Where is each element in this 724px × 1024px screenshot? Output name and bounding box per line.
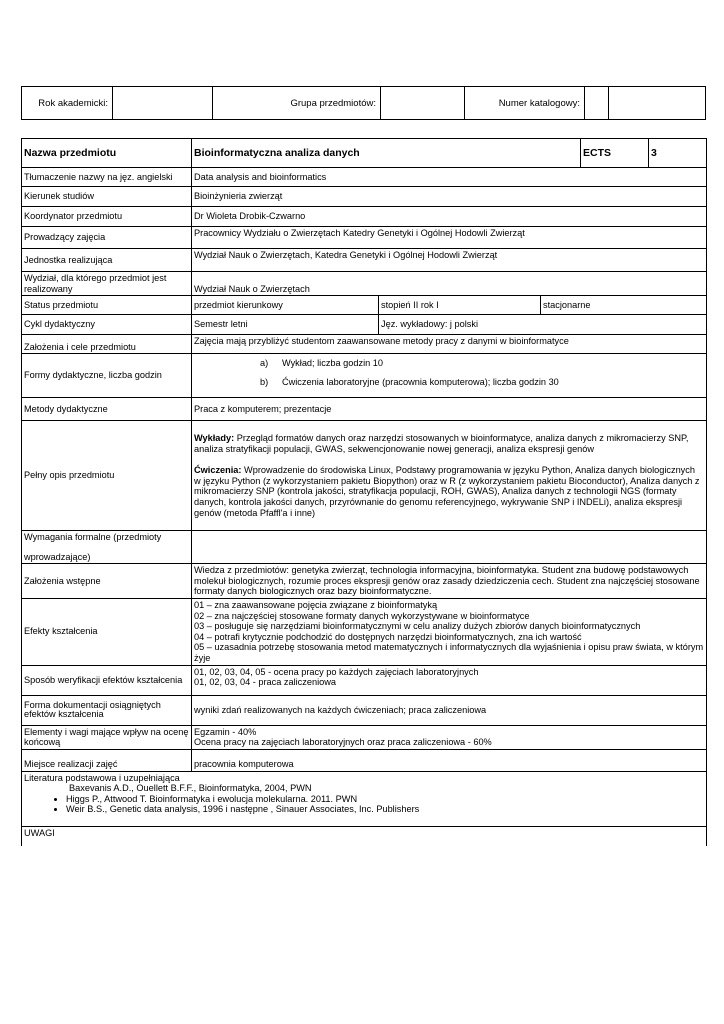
forms-item (260, 377, 704, 388)
ects-label: ECTS (581, 139, 649, 168)
documentation-value: wyniki zdań realizowanych na każdych ćwiczeniach; praca zaliczeniowa (192, 695, 707, 725)
english-name-label: Tłumaczenie nazwy na jęz. angielski (22, 168, 192, 187)
requirements-label-line: wprowadzające) (24, 551, 91, 562)
weights-line: Ocena pracy na zajęciach laboratoryjnych oraz praca zaliczeniowa - 60% (194, 737, 492, 748)
lectures-heading: Wykłady: (194, 433, 235, 444)
description-row (22, 421, 707, 531)
forms-row (22, 354, 707, 398)
literature-label: Literatura podstawowa i uzupełniająca (24, 772, 180, 783)
place-row (22, 749, 707, 771)
faculty-row (22, 272, 707, 296)
course-table (21, 138, 707, 846)
language-value: Jęz. wykładowy: j polski (379, 315, 707, 335)
forms-item-text: Wykład; liczba godzin 10 (282, 358, 384, 369)
forms-item (260, 358, 704, 369)
coordinator-row (22, 207, 707, 227)
outcome-item: 04 – potrafi krytycznie podchodzić do dostępnych narzędzi bioinformatycznych, zna ich wartość (194, 631, 582, 642)
lectures-paragraph (194, 433, 704, 454)
methods-label: Metody dydaktyczne (22, 398, 192, 421)
literature-row (22, 771, 707, 826)
academic-year-field[interactable] (113, 87, 213, 119)
literature-list (24, 794, 704, 815)
prerequisites-label: Założenia wstępne (22, 564, 192, 599)
exercises-heading: Ćwiczenia: (194, 465, 242, 476)
coordinator-label: Koordynator przedmiotu (22, 207, 192, 227)
remarks-row (22, 826, 707, 846)
mode-value: stacjonarne (541, 296, 707, 315)
methods-value: Praca z komputerem; prezentacje (192, 398, 707, 421)
remarks-label: UWAGI (22, 826, 707, 846)
weights-row (22, 725, 707, 749)
outcome-item: 02 – zna najczęściej stosowane formaty danych wykorzystywane w bioinformatyce (194, 610, 530, 621)
requirements-label-line: Wymagania formalne (przedmioty (24, 532, 162, 543)
prerequisites-row (22, 564, 707, 599)
catalog-number-field[interactable] (585, 87, 609, 119)
requirements-row (22, 531, 707, 564)
teachers-row (22, 227, 707, 249)
literature-item: Baxevanis A.D., Ouellett B.F.F., Bioinformatyka, 2004, PWN (69, 783, 312, 794)
goals-value: Zajęcia mają przybliżyć studentom zaawansowane metody pracy z danymi w bioinformatyce (192, 335, 707, 354)
forms-item-index: a) (260, 358, 269, 369)
literature-item: • Weir B.S., Genetic data analysis, 1996 i następne , Sinauer Associates, Inc. Publishers (66, 804, 704, 815)
goals-label: Założenia i cele przedmiotu (22, 335, 192, 354)
weights-value (192, 725, 707, 749)
verification-line: 01, 02, 03, 04, 05 - ocena pracy po każdych zajęciach laboratoryjnych (194, 666, 479, 677)
cycle-value: Semestr letni (192, 315, 379, 335)
verification-label: Sposób weryfikacji efektów kształcenia (22, 665, 192, 695)
subject-group-field[interactable] (381, 87, 465, 119)
degree-value: stopień II rok I (379, 296, 541, 315)
exercises-text: Wprowadzenie do środowiska Linux, Podstawy programowania w języku Python, Analiza danych biologicznych w języku Python (z wykorzystaniem pakietu Biopython) oraz w R (z wykorzystaniem pakietu Bioconductor), Analiza danych z mikromacierzy SNP (kontrola jakości, stratyfikacja populacji, ROH, GWAS), Analiza danych z technologii NGS (formaty danych, kontrola jakości danych, przyrównanie do genomu referencyjnego, wykrywanie SNP i INDELi), analiza ekspresji genów (metoda Pfaffl'a i inne) (194, 465, 700, 518)
verification-line: 01, 02, 03, 04 - praca zaliczeniowa (194, 677, 336, 688)
outcomes-row (22, 599, 707, 665)
place-label: Miejsce realizacji zajęć (22, 749, 192, 771)
academic-year-label: Rok akademicki: (22, 87, 113, 119)
documentation-row (22, 695, 707, 725)
forms-value (192, 354, 707, 398)
cycle-label: Cykl dydaktyczny (22, 315, 192, 335)
catalog-number-label: Numer katalogowy: (465, 87, 585, 119)
faculty-label: Wydział, dla którego przedmiot jest realizowany (22, 272, 192, 296)
documentation-label: Forma dokumentacji osiągniętych efektów kształcenia (22, 695, 192, 725)
weights-label: Elementy i wagi mające wpływ na ocenę końcową (22, 725, 192, 749)
description-label: Pełny opis przedmiotu (22, 421, 192, 531)
course-name-value: Bioinformatyczna analiza danych (192, 139, 581, 168)
field-row (22, 187, 707, 207)
course-name-label: Nazwa przedmiotu (22, 139, 192, 168)
forms-item-index: b) (260, 376, 269, 387)
verification-row (22, 665, 707, 695)
cycle-row (22, 315, 707, 335)
outcomes-label: Efekty kształcenia (22, 599, 192, 665)
status-row (22, 296, 707, 315)
requirements-label (22, 531, 192, 564)
subject-group-label: Grupa przedmiotów: (213, 87, 381, 119)
outcomes-value (192, 599, 707, 665)
verification-value (192, 665, 707, 695)
goals-row (22, 335, 707, 354)
outcome-item: 01 – zna zaawansowane pojęcia związane z bioinformatyką (194, 600, 438, 611)
unit-label: Jednostka realizująca (22, 249, 192, 272)
forms-label: Formy dydaktyczne, liczba godzin (22, 354, 192, 398)
place-value: pracownia komputerowa (192, 749, 707, 771)
coordinator-value: Dr Wioleta Drobik-Czwarno (192, 207, 707, 227)
catalog-number-extra (609, 87, 705, 119)
description-value (192, 421, 707, 531)
requirements-value (192, 531, 707, 564)
prerequisites-value: Wiedza z przedmiotów: genetyka zwierząt, technologia informacyjna, bioinformatyka. Student zna budowę podstawowych molekuł biologicznych, rozumie proces ekspresji genów oraz zasady dziedziczenia cech. Student zna najczęściej stosowane formaty danych biologicznych oraz bazy bioinformatyczne. (192, 564, 707, 599)
lectures-text: Przegląd formatów danych oraz narzędzi stosowanych w bioinformatyce, analiza danych z mikromacierzy SNP, analiza stratyfikacji populacji, GWAS, sekwencjonowanie nowej generacji, analiza ekspresji genów (194, 433, 689, 454)
methods-row (22, 398, 707, 421)
literature-value (22, 771, 707, 826)
teachers-label: Prowadzący zajęcia (22, 227, 192, 249)
teachers-value: Pracownicy Wydziału o Zwierzętach Katedry Genetyki i Ogólnej Hodowli Zwierząt (192, 227, 707, 249)
header-bar (21, 86, 706, 120)
english-name-row (22, 168, 707, 187)
outcome-item: 03 – posługuje się narzędziami bioinformatycznymi w celu analizy dużych zbiorów danych bioinformatycznych (194, 621, 641, 632)
status-label: Status przedmiotu (22, 296, 192, 315)
unit-value: Wydział Nauk o Zwierzętach, Katedra Genetyki i Ogólnej Hodowli Zwierząt (192, 249, 707, 272)
weights-line: Egzamin - 40% (194, 726, 257, 737)
course-name-row (22, 139, 707, 168)
unit-row (22, 249, 707, 272)
field-label: Kierunek studiów (22, 187, 192, 207)
english-name-value: Data analysis and bioinformatics (192, 168, 707, 187)
status-value: przedmiot kierunkowy (192, 296, 379, 315)
forms-list (194, 358, 704, 387)
outcome-item: 05 – uzasadnia potrzebę stosowania metod matematycznych i informatycznych dla wyjaśnienia i opisu praw świata, w którym żyje (194, 642, 704, 663)
field-value: Bioinżynieria zwierząt (192, 187, 707, 207)
forms-item-text: Ćwiczenia laboratoryjne (pracownia komputerowa); liczba godzin 30 (282, 376, 559, 387)
ects-value: 3 (649, 139, 707, 168)
exercises-paragraph (194, 465, 704, 518)
faculty-value: Wydział Nauk o Zwierzętach (192, 272, 707, 296)
literature-item: • Higgs P., Attwood T. Bioinformatyka i ewolucja molekularna. 2011. PWN (66, 794, 704, 805)
